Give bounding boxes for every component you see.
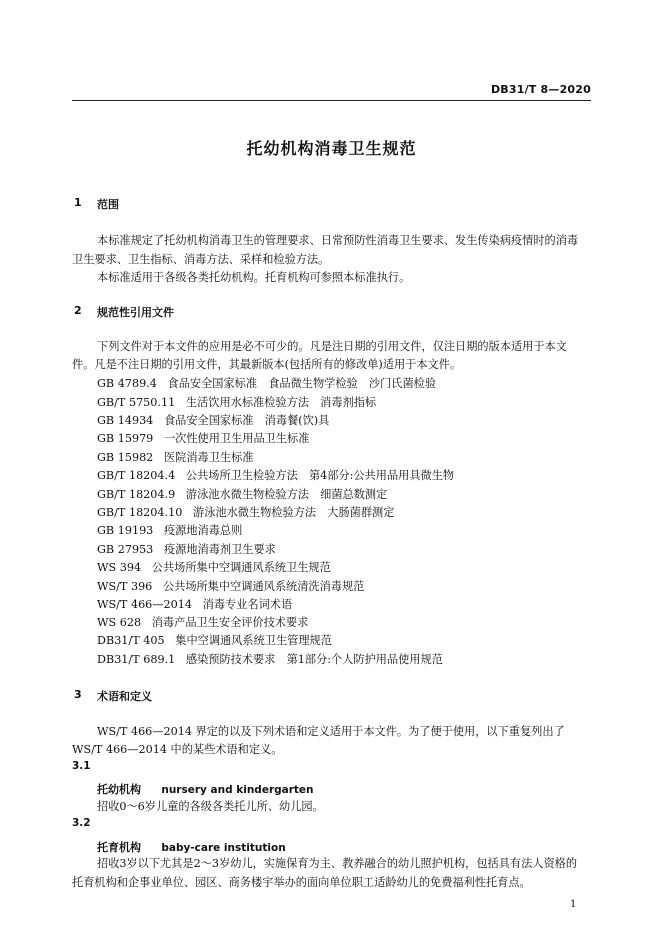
term-definition-line-1: 招收3岁以下尤其是2～3岁幼儿，实施保育为主、教养融合的幼儿照护机构，包括具有法人资格的 — [97, 857, 578, 870]
reference-title: 食品安全国家标准 食品微生物学检验 沙门氏菌检验 — [167, 377, 437, 390]
document-code: DB31/T 8—2020 — [490, 83, 591, 96]
reference-item — [97, 596, 292, 612]
reference-item — [97, 614, 308, 630]
reference-title: 疫源地消毒剂卫生要求 — [163, 543, 276, 556]
section-1-para-1-line-2: 卫生要求、卫生指标、消毒方法、采样和检验方法。 — [72, 253, 330, 266]
reference-item — [97, 541, 276, 557]
reference-item — [97, 486, 387, 502]
term-heading — [97, 836, 286, 855]
section-1-title: 范围 — [97, 198, 119, 211]
reference-code: WS 628 — [97, 616, 142, 629]
reference-title: 消毒产品卫生安全评价技术要求 — [151, 616, 309, 629]
reference-code: GB/T 5750.11 — [97, 396, 176, 409]
section-1-number: 1 — [74, 196, 82, 209]
reference-title: 感染预防技术要求 第1部分:个人防护用品使用规范 — [185, 653, 443, 666]
reference-item — [97, 651, 443, 667]
reference-code: WS 394 — [97, 561, 142, 574]
reference-code: WS/T 396 — [97, 580, 153, 593]
term-english: baby-care institution — [161, 842, 286, 854]
reference-code: GB 15982 — [97, 451, 154, 464]
reference-item — [97, 632, 332, 648]
section-2-title: 规范性引用文件 — [97, 306, 174, 319]
section-2-intro-line-2: 件。凡是不注日期的引用文件，其最新版本(包括所有的修改单)适用于本文件。 — [72, 358, 462, 371]
reference-item — [97, 449, 254, 465]
section-3-title: 术语和定义 — [97, 690, 152, 703]
section-2-number: 2 — [74, 304, 82, 317]
reference-title: 疫源地消毒总则 — [163, 524, 243, 537]
term-definition-line-1: 招收0～6岁儿童的各级各类托儿所、幼儿园。 — [97, 800, 324, 813]
reference-code: WS/T 466—2014 — [97, 598, 192, 611]
reference-title: 一次性使用卫生用品卫生标准 — [163, 432, 310, 445]
term-number: 3.1 — [72, 760, 91, 772]
reference-title: 游泳池水微生物检验方法 细菌总数测定 — [185, 488, 388, 501]
reference-code: DB31/T 689.1 — [97, 653, 176, 666]
reference-title: 公共场所卫生检验方法 第4部分:公共用品用具微生物 — [185, 469, 455, 482]
section-1-para-2: 本标准适用于各级各类托幼机构。托育机构可参照本标准执行。 — [97, 271, 411, 284]
reference-title: 游泳池水微生物检验方法 大肠菌群测定 — [193, 506, 395, 519]
term-english: nursery and kindergarten — [161, 784, 314, 796]
reference-item — [97, 394, 376, 410]
reference-title: 公共场所集中空调通风系统卫生规范 — [151, 561, 331, 574]
section-1-para-1-line-1: 本标准规定了托幼机构消毒卫生的管理要求、日常预防性消毒卫生要求、发生传染病疫情时的消毒 — [97, 234, 579, 247]
term-chinese: 托幼机构 — [97, 783, 141, 796]
reference-item — [97, 504, 394, 520]
term-chinese: 托育机构 — [97, 841, 141, 854]
section-2-intro-line-1: 下列文件对于本文件的应用是必不可少的。凡是注日期的引用文件，仅注日期的版本适用于本文 — [97, 340, 567, 353]
page-number: 1 — [570, 899, 577, 910]
reference-title: 公共场所集中空调通风系统清洗消毒规范 — [162, 580, 365, 593]
reference-code: GB 4789.4 — [97, 377, 157, 390]
reference-code: GB/T 18204.4 — [97, 469, 176, 482]
reference-title: 集中空调通风系统卫生管理规范 — [175, 634, 332, 647]
reference-code: GB/T 18204.9 — [97, 488, 176, 501]
reference-title: 医院消毒卫生标准 — [163, 451, 254, 464]
reference-item — [97, 559, 331, 575]
reference-item — [97, 412, 329, 428]
reference-title: 生活饮用水标准检验方法 消毒剂指标 — [185, 396, 377, 409]
reference-title: 食品安全国家标准 消毒餐(饮)具 — [163, 414, 330, 427]
reference-item — [97, 522, 242, 538]
reference-item — [97, 467, 454, 483]
term-heading — [97, 778, 314, 797]
section-3-intro-line-1: WS/T 466—2014 界定的以及下列术语和定义适用于本文件。为了便于使用，以下重复列出了 — [97, 725, 565, 738]
reference-title: 消毒专业名词术语 — [202, 598, 293, 611]
reference-item — [97, 375, 436, 391]
reference-item — [97, 578, 364, 594]
term-definition-line-2: 托育机构和企事业单位、园区、商务楼宇举办的面向单位职工适龄幼儿的免费福利性托育点。 — [72, 876, 531, 889]
document-title: 托幼机构消毒卫生规范 — [246, 139, 417, 158]
term-number: 3.2 — [72, 817, 91, 829]
header-rule — [72, 100, 591, 101]
reference-code: GB 27953 — [97, 543, 154, 556]
reference-code: GB 14934 — [97, 414, 154, 427]
reference-code: GB 15979 — [97, 432, 154, 445]
reference-code: DB31/T 405 — [97, 634, 165, 647]
section-3-number: 3 — [74, 688, 82, 701]
reference-item — [97, 430, 309, 446]
reference-code: GB 19193 — [97, 524, 154, 537]
section-3-intro-line-2: WS/T 466—2014 中的某些术语和定义。 — [72, 743, 283, 756]
reference-code: GB/T 18204.10 — [97, 506, 183, 519]
